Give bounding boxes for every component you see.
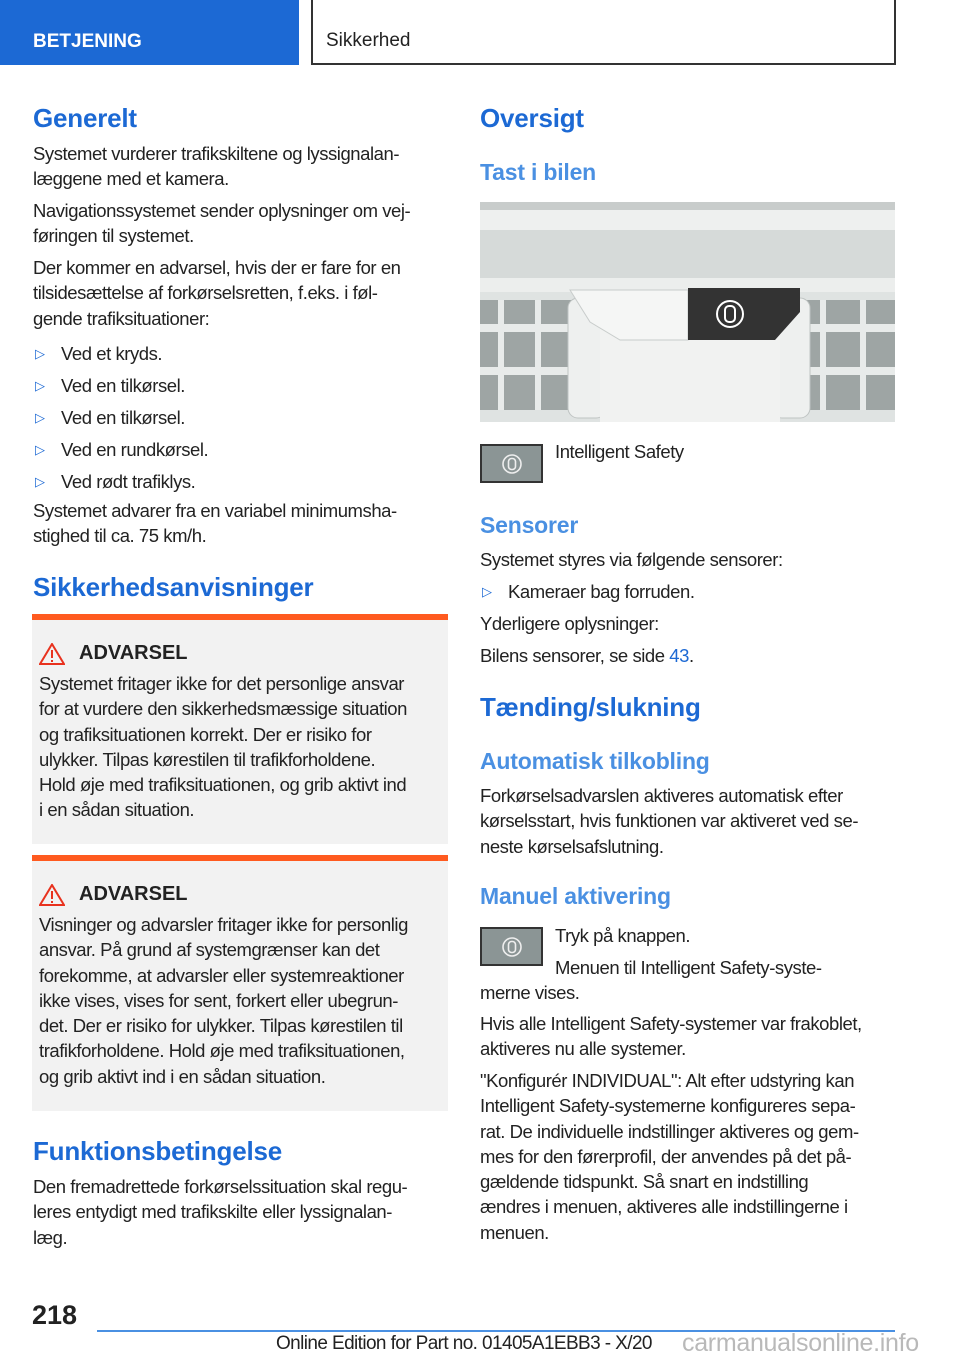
section-tab[interactable]: BETJENING xyxy=(0,0,299,65)
warning-triangle-icon xyxy=(39,643,65,665)
list-item xyxy=(33,434,453,466)
watermark: carmanualsonline.info xyxy=(682,1329,919,1357)
intelligent-safety-icon xyxy=(501,936,523,958)
intelligent-safety-button[interactable] xyxy=(480,444,543,483)
ref-text: Bilens sensorer, se side xyxy=(480,645,670,666)
list-item-text: Ved en tilkørsel. xyxy=(61,407,185,428)
heading-generelt: Generelt xyxy=(33,103,137,133)
list-item xyxy=(33,466,453,498)
paragraph: Yderligere oplysninger: xyxy=(480,613,659,634)
paragraph: Navigationssystemet sender oplysninger om vej- føringen til systemet. xyxy=(33,200,411,247)
page-number: 218 xyxy=(32,1300,78,1330)
list-item xyxy=(33,338,453,370)
triangle-bullet-icon: ▷ xyxy=(482,584,492,599)
step-text: Menuen til Intelligent Safety-syste- xyxy=(555,957,822,978)
ref-end: . xyxy=(688,645,694,666)
paragraph: "Konfigurér INDIVIDUAL": Alt efter udstyring kan Intelligent Safety-systemerne konfigureres sepa- rat. De individuelle indstillinger aktiveres og gem- mes for den førerprofil, der anvendes på det på- gældende tidspunkt. Så snart en indstilling ændres i menuen, aktiveres alle indstillingerne i menuen. xyxy=(480,1070,859,1243)
paragraph: Der kommer en advarsel, hvis der er fare for en tilsidesættelse af forkørselsretten, f.eks. i føl- gende trafiksituationer: xyxy=(33,257,401,329)
page-link[interactable]: 43 xyxy=(669,645,689,666)
heading-funktionsbetingelse: Funktionsbetingelse xyxy=(33,1136,283,1166)
paragraph: Den fremadrettede forkørselssituation skal regu- leres entydigt med trafikskilte eller lyssignalan- læg. xyxy=(33,1176,408,1248)
warning-box xyxy=(32,614,448,844)
warning-text: Visninger og advarsler fritager ikke for personlig ansvar. På grund af systemgrænser kan det forekomme, at advarsler eller systemreaktioner ikke vises, vises for sent, forkert eller ubegrun- det. Der er risiko for ulykker. Tilpas kørestilen til trafikforholdene. Hold øje med trafiksituationen, og grib aktivt ind i en sådan situation. xyxy=(39,914,408,1087)
cross-reference xyxy=(480,643,900,668)
triangle-bullet-icon: ▷ xyxy=(35,346,45,361)
triangle-bullet-icon: ▷ xyxy=(35,410,45,425)
chapter-title: Sikkerhed xyxy=(311,0,896,65)
list-item xyxy=(33,402,453,434)
paragraph: Systemet styres via følgende sensorer: xyxy=(480,549,783,570)
paragraph: Hvis alle Intelligent Safety-systemer var frakoblet, aktiveres nu alle systemer. xyxy=(480,1013,862,1060)
list-item-text: Ved en rundkørsel. xyxy=(61,439,209,460)
bullet-list xyxy=(33,338,453,498)
list-item-text: Kameraer bag forruden. xyxy=(508,581,695,602)
warning-label: ADVARSEL xyxy=(79,883,188,905)
warning-triangle-icon xyxy=(39,884,65,906)
heading-oversigt: Oversigt xyxy=(480,103,584,133)
paragraph: Systemet vurderer trafikskiltene og lyssignalan- læggene med et kamera. xyxy=(33,143,400,190)
heading-manuel-aktivering: Manuel aktivering xyxy=(480,883,671,909)
triangle-bullet-icon: ▷ xyxy=(35,378,45,393)
heading-tast-i-bilen: Tast i bilen xyxy=(480,159,597,185)
step-text: Tryk på knappen. xyxy=(555,925,691,946)
dashboard-button-illustration xyxy=(480,202,895,422)
heading-taending-slukning: Tænding/slukning xyxy=(480,692,701,722)
button-caption: Intelligent Safety xyxy=(555,441,684,462)
list-item xyxy=(33,370,453,402)
heading-automatisk-tilkobling: Automatisk tilkobling xyxy=(480,748,710,774)
warning-box xyxy=(32,855,448,1111)
list-item xyxy=(480,579,900,605)
list-item-text: Ved en tilkørsel. xyxy=(61,375,185,396)
paragraph: Forkørselsadvarslen aktiveres automatisk efter kørselsstart, hvis funktionen var aktiveret ved se- neste kørselsafslutning. xyxy=(480,785,859,857)
step-text: merne vises. xyxy=(480,982,580,1003)
intelligent-safety-button[interactable] xyxy=(480,927,543,966)
triangle-bullet-icon: ▷ xyxy=(35,474,45,489)
heading-sikkerhedsanvisninger: Sikkerhedsanvisninger xyxy=(33,572,314,602)
list-item-text: Ved et kryds. xyxy=(61,343,163,364)
warning-label: ADVARSEL xyxy=(79,642,188,664)
triangle-bullet-icon: ▷ xyxy=(35,442,45,457)
warning-title xyxy=(39,883,440,906)
warning-text: Systemet fritager ikke for det personlige ansvar for at vurdere den sikkerhedsmæssige situation og trafiksituationen korrekt. Der er risiko for ulykker. Tilpas kørestilen til trafikforholdene. Hold øje med trafiksituationen, og grib aktivt ind i en sådan situation. xyxy=(39,673,407,821)
paragraph: Systemet advarer fra en variabel minimumsha- stighed til ca. 75 km/h. xyxy=(33,500,397,547)
heading-sensorer: Sensorer xyxy=(480,512,579,538)
warning-title xyxy=(39,642,440,665)
footer-edition: Online Edition for Part no. 01405A1EBB3 - X/20 xyxy=(276,1333,652,1354)
list-item-text: Ved rødt trafiklys. xyxy=(61,471,196,492)
intelligent-safety-icon xyxy=(501,453,523,475)
